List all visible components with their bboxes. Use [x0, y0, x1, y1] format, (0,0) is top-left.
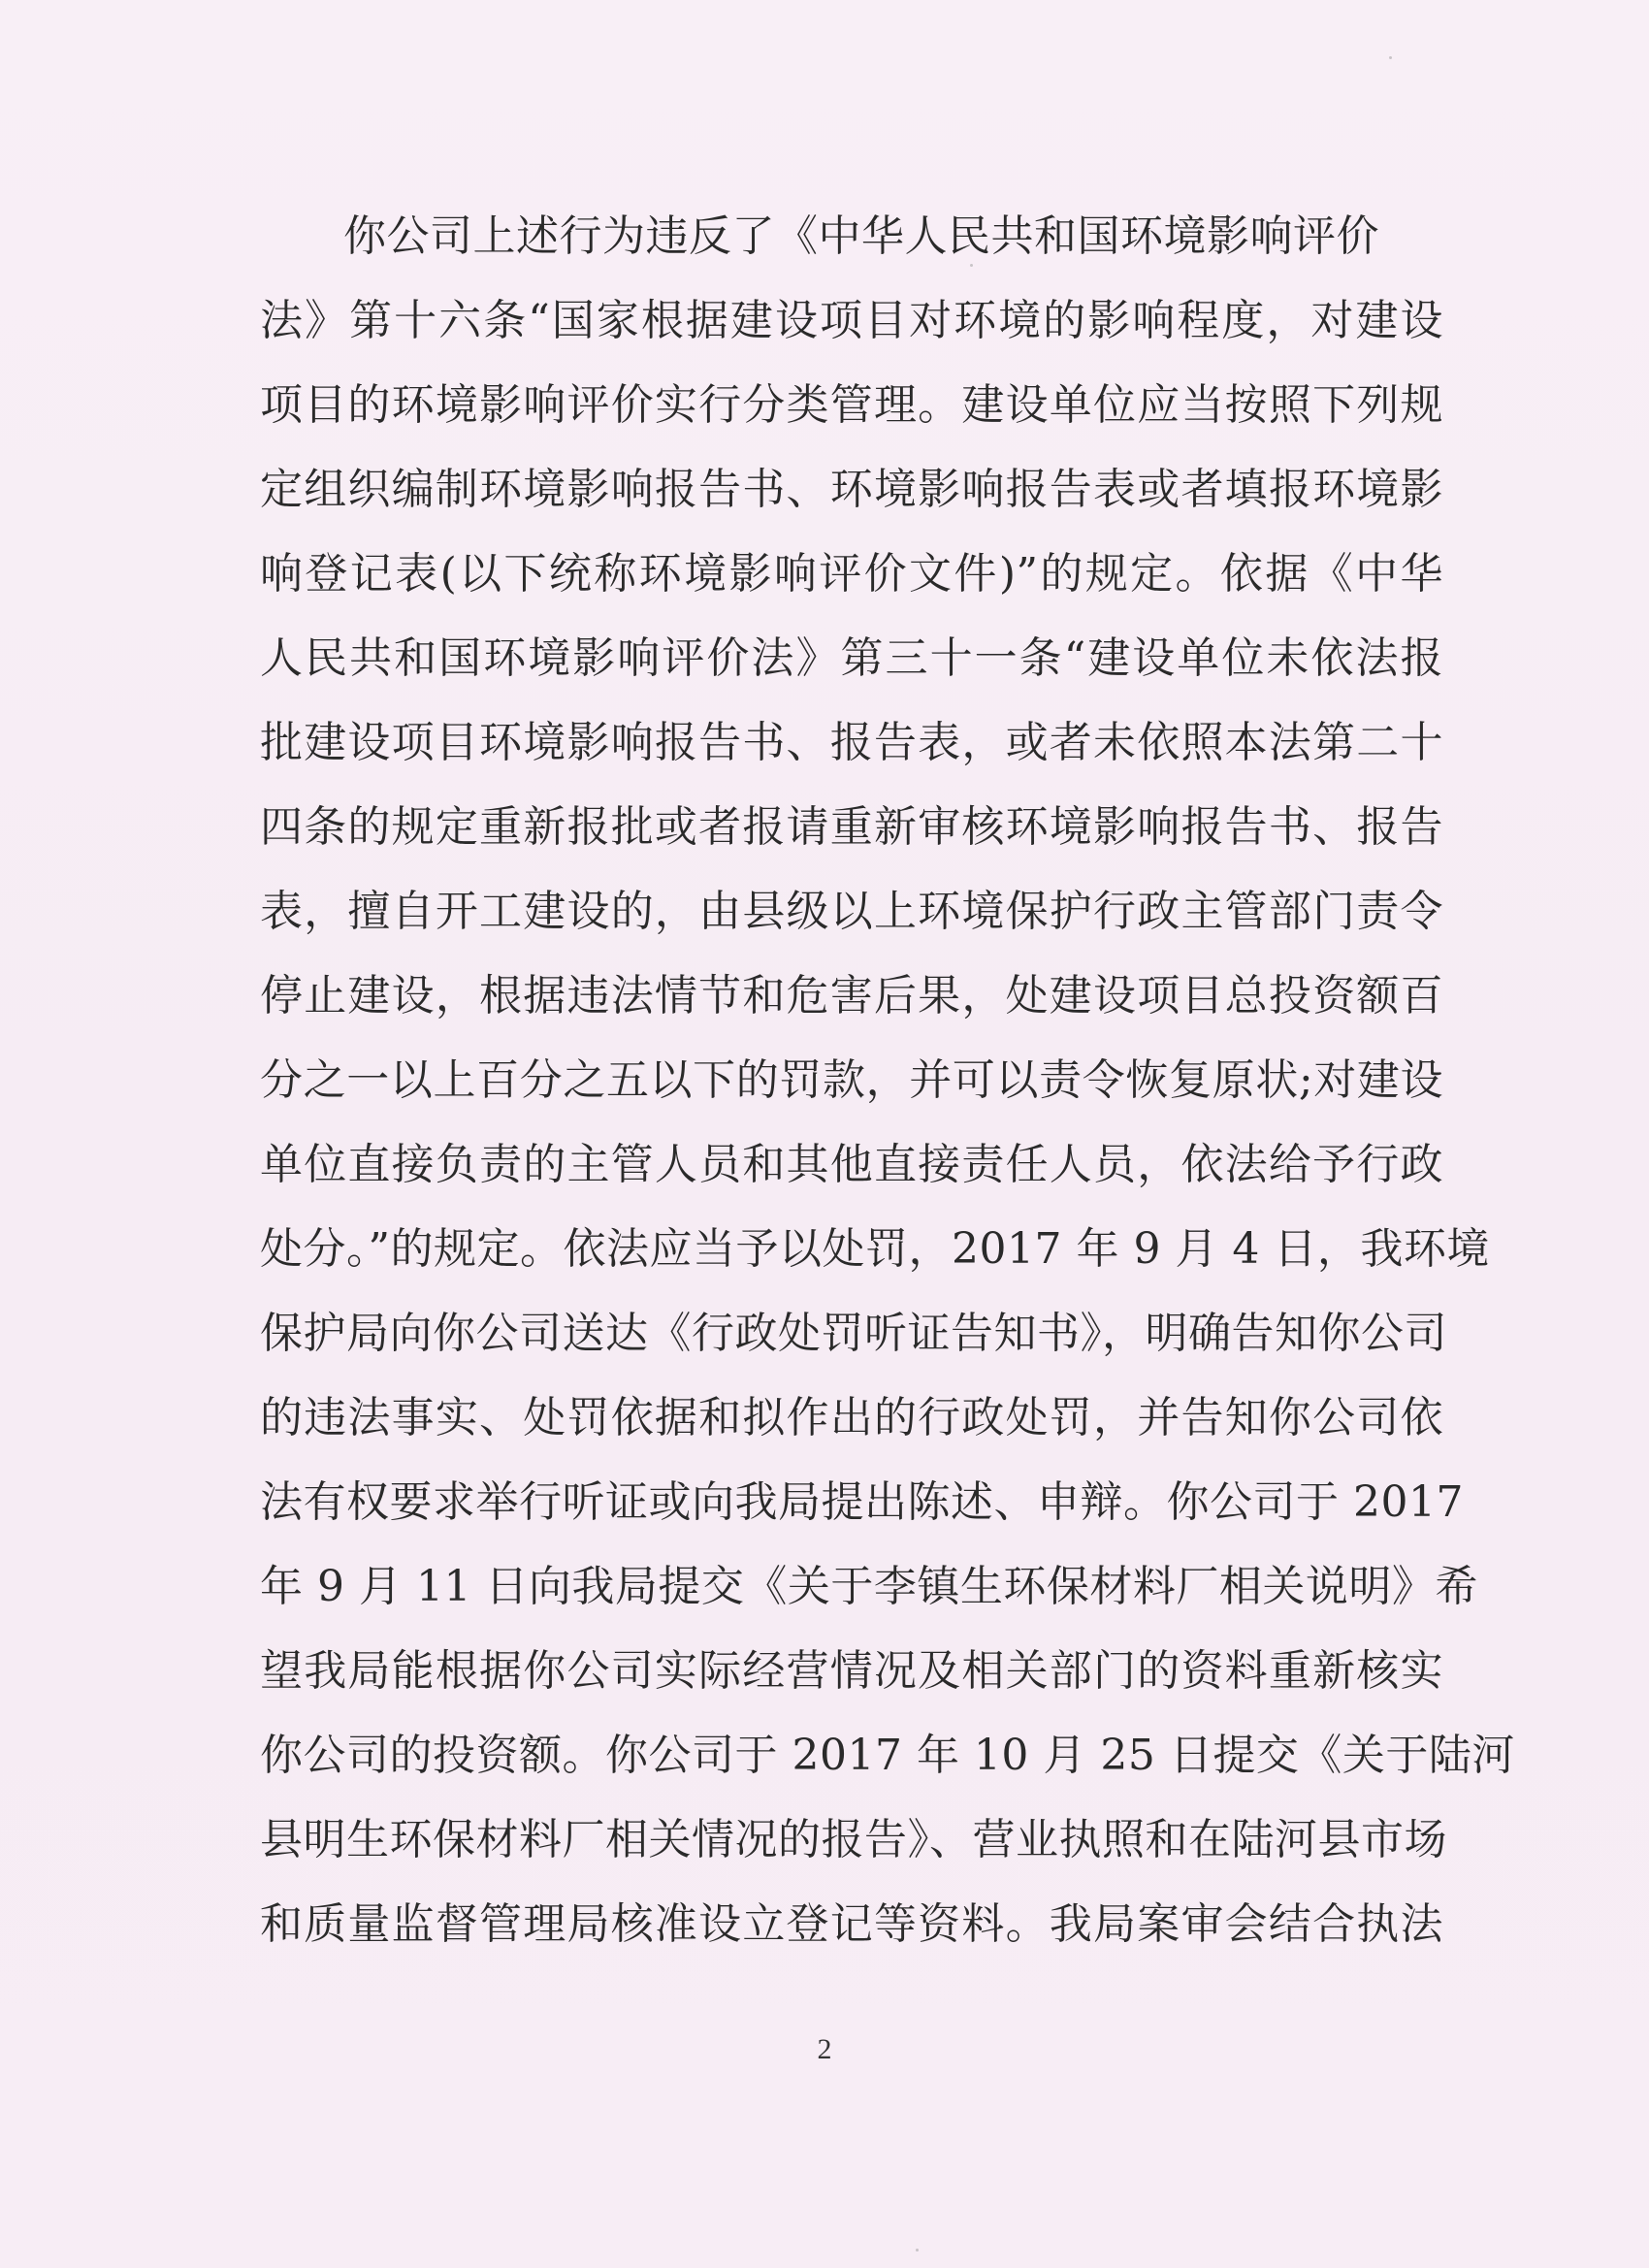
text-line-14: 保护局向你公司送达《行政处罚听证告知书》，明确告知你公司 — [260, 1309, 1447, 1358]
text-line-11: 分之一以上百分之五以下的罚款，并可以责令恢复原状;对建设 — [260, 1055, 1443, 1105]
text-line-3: 项目的环境影响评价实行分类管理。建设单位应当按照下列规 — [260, 380, 1443, 430]
body-text — [260, 194, 1515, 1966]
text-line-18: 望我局能根据你公司实际经营情况及相关部门的资料重新核实 — [260, 1646, 1443, 1696]
text-line-19: 你公司的投资额。你公司于 2017 年 10 月 25 日提交《关于陆河 — [260, 1731, 1515, 1780]
text-line-4: 定组织编制环境影响报告书、环境影响报告表或者填报环境影 — [260, 465, 1443, 514]
text-line-2: 法》第十六条“国家根据建设项目对环境的影响程度，对建设 — [260, 296, 1443, 345]
page-number: 2 — [817, 2033, 832, 2065]
text-line-8: 四条的规定重新报批或者报请重新审核环境影响报告书、报告 — [260, 802, 1443, 852]
text-line-9: 表，擅自开工建设的，由县级以上环境保护行政主管部门责令 — [260, 887, 1443, 936]
scan-speck — [1389, 56, 1392, 59]
text-line-16: 法有权要求举行听证或向我局提出陈述、申辩。你公司于 2017 — [260, 1477, 1464, 1527]
text-line-15: 的违法事实、处罚依据和拟作出的行政处罚，并告知你公司依 — [260, 1393, 1443, 1442]
text-line-10: 停止建设，根据违法情节和危害后果，处建设项目总投资额百 — [260, 971, 1443, 1021]
scan-speck — [916, 2249, 919, 2252]
text-line-12: 单位直接负责的主管人员和其他直接责任人员，依法给予行政 — [260, 1140, 1443, 1189]
text-line-7: 批建设项目环境影响报告书、报告表，或者未依照本法第二十 — [260, 718, 1443, 767]
text-line-21: 和质量监督管理局核准设立登记等资料。我局案审会结合执法 — [260, 1899, 1443, 1949]
text-line-20: 县明生环保材料厂相关情况的报告》、营业执照和在陆河县市场 — [260, 1815, 1447, 1864]
text-line-6: 人民共和国环境影响评价法》第三十一条“建设单位未依法报 — [260, 633, 1443, 683]
text-line-5: 响登记表(以下统称环境影响评价文件)”的规定。依据《中华 — [260, 549, 1443, 599]
scan-speck — [970, 264, 973, 267]
text-line-17: 年 9 月 11 日向我局提交《关于李镇生环保材料厂相关说明》希 — [260, 1562, 1478, 1611]
text-line-13: 处分。”的规定。依法应当予以处罚，2017 年 9 月 4 日，我环境 — [260, 1224, 1490, 1274]
text-line-1: 你公司上述行为违反了《中华人民共和国环境影响评价 — [343, 211, 1379, 261]
